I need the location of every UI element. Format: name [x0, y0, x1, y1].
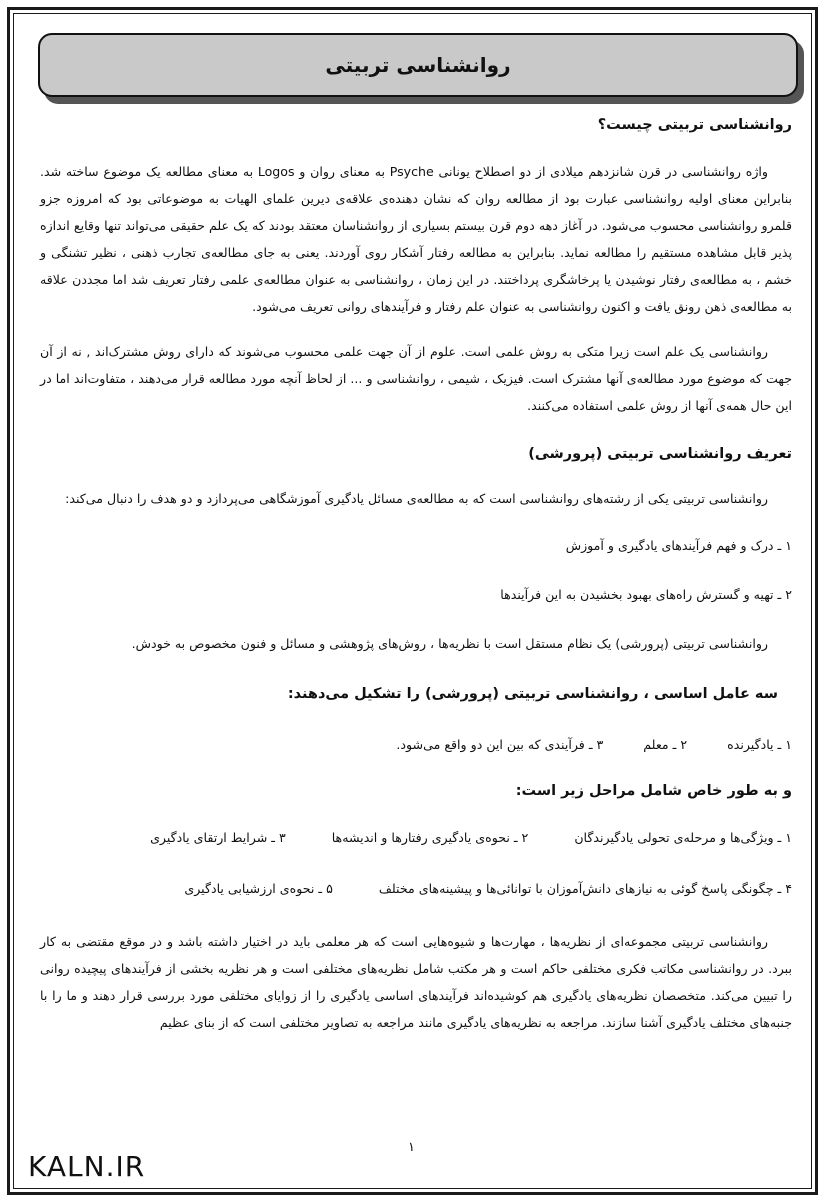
goal-item-2: ۲ ـ تهیه و گسترش راه‌های بهبود بخشیدن به این فرآیندها	[500, 587, 792, 602]
paragraph-theories: روانشناسی تربیتی مجموعه‌ای از نظریه‌ها ، مهارت‌ها و شیوه‌هایی است که هر معلمی باید در اختیار داشته باشد و در موقع مقتضی به کار ببرد. در روانشناسی مکاتب فکری مختلفی حاکم است و هر مکتب شامل نظریه‌های مختلفی است و هر نظریه بخشی از فرآیندهای پیچیده روانی را تبیین می‌کند. متخصصان نظریه‌های یادگیری هم کوشیده‌اند فرآیندهای اساسی یادگیری را از زوایای مختلفی مورد بررسی قرار دهند و ما را با جنبه‌های مختلف یادگیری آشنا سازند. مراجعه به نظریه‌های یادگیری مانند مراجعه به تصاویر مختلفی است که از بنای عظیم	[40, 934, 792, 1030]
stage-item: ۲ ـ نحوه‌ی یادگیری رفتارها و اندیشه‌ها	[331, 830, 529, 845]
title-banner	[38, 33, 798, 97]
factor-item: ۲ ـ معلم	[643, 737, 688, 752]
heading-what-is: روانشناسی تربیتی چیست؟	[597, 117, 792, 133]
goal-item-1: ۱ ـ درک و فهم فرآیندهای یادگیری و آموزش	[565, 538, 792, 553]
site-watermark: KALN.IR	[28, 1150, 146, 1183]
paragraph-science: روانشناسی یک علم است زیرا متکی به روش علمی است. علوم از آن جهت علمی محسوب می‌شوند که دارای روش مشترک‌اند , نه از آن جهت که موضوع مورد مطالعه‌ی آنها مشترک است. فیزیک ، شیمی ، روانشناسی و ... از لحاظ آنچه مورد مطالعه قرار می‌دهند ، متفاوت‌اند اما در این حال همه‌ی آنها از روش علمی استفاده می‌کنند.	[40, 344, 792, 413]
stages-row-2	[40, 875, 792, 902]
stage-item: ۴ ـ چگونگی پاسخ گوئی به نیازهای دانش‌آموزان با توانائی‌ها و پیشینه‌های مختلف	[378, 881, 792, 896]
paragraph-independent-system: روانشناسی تربیتی (پرورشی) یک نظام مستقل است با نظریه‌ها ، روش‌های پژوهشی و مسائل و فنون مخصوص به خودش.	[131, 636, 768, 651]
stage-item: ۳ ـ شرایط ارتقای یادگیری	[150, 830, 286, 845]
stage-item: ۱ ـ ویژگی‌ها و مرحله‌ی تحولی یادگیرندگان	[574, 830, 792, 845]
factor-item: ۱ ـ یادگیرنده	[727, 737, 792, 752]
document-body	[40, 110, 792, 1036]
paragraph-definition: روانشناسی تربیتی یکی از رشته‌های روانشناسی است که به مطالعه‌ی مسائل یادگیری آموزشگاهی می‌پردازد و دو هدف را دنبال می‌کند:	[65, 491, 768, 506]
heading-stages: و به طور خاص شامل مراحل زیر است:	[515, 783, 792, 799]
page-title: روانشناسی تربیتی	[325, 53, 511, 77]
factor-item: ۳ ـ فرآیندی که بین این دو واقع می‌شود.	[396, 737, 604, 752]
paragraph-history: واژه روانشناسی در قرن شانزدهم میلادی از دو اصطلاح یونانی Psyche به معنای روان و Logos به معنای مطالعه یک موضوع ساخته شد. بنابراین معنای اولیه روانشناسی عبارت بود از مطالعه روان که نشان دهنده‌ی علاقه‌ی دیرین علمای الهیات به موضوعاتی بود که امروزه جزو قلمرو روانشناسی محسوب می‌شود. در آغاز دهه دوم قرن بیستم بسیاری از روانشناسان معتقد بودند که یک علم حقیقی می‌تواند تنها وقایع اندازه پذیر قابل مشاهده مستقیم را مطالعه نماید. بنابراین به مطالعه رفتار آشکار روی آوردند. یعنی به جای مطالعه‌ی تجارب ذهنی ، نظیر تشنگی و خشم ، به مطالعه‌ی رفتار نوشیدن یا پرخاشگری پرداختند. در این زمان ، روانشناسی به عنوان مطالعه‌ی علمی رفتار تعریف شد اما مجددن علاقه به مطالعه‌ی ذهن رونق یافت و اکنون روانشناسی به عنوان علم رفتار و فرآیندهای روانی تعریف می‌شود.	[40, 164, 792, 314]
heading-definition: تعریف روانشناسی تربیتی (پرورشی)	[528, 446, 792, 462]
stage-item: ۵ ـ نحوه‌ی ارزشیابی یادگیری	[184, 881, 333, 896]
stages-row-1	[40, 824, 792, 851]
factors-list	[40, 731, 792, 758]
heading-three-factors: سه عامل اساسی ، روانشناسی تربیتی (پرورشی) را تشکیل می‌دهند:	[287, 686, 778, 702]
page-number: ۱	[408, 1140, 415, 1155]
